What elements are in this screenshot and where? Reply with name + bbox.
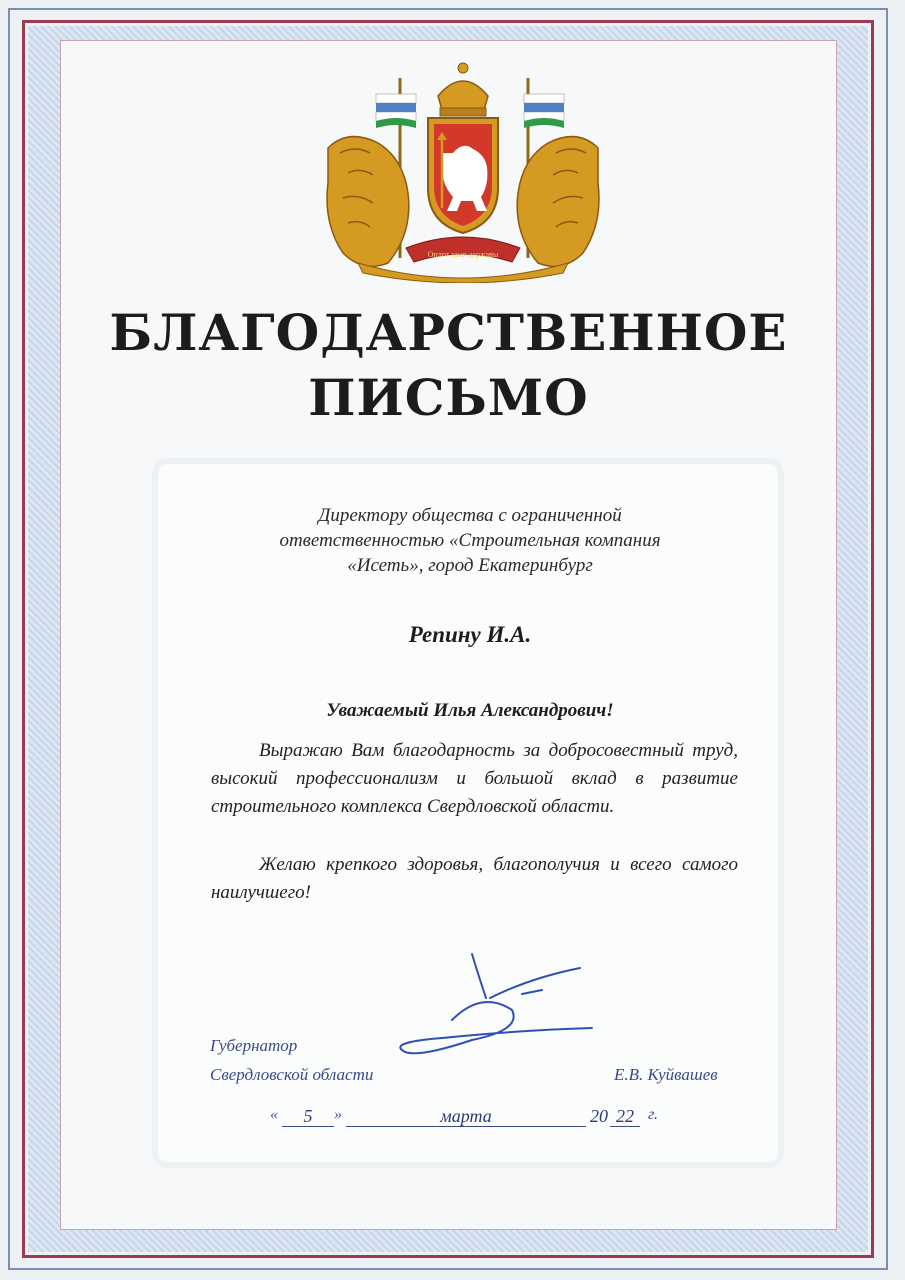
recipient-name: Репину И.А. (408, 622, 532, 647)
date-suffix: г. (648, 1106, 659, 1123)
recipient-block (160, 503, 780, 578)
recipient-line: ответственностью «Строительная компания (279, 530, 661, 551)
signer-position-line1: Губернатор (210, 1036, 298, 1055)
handwritten-signature (392, 950, 620, 1060)
letter-body-paragraph-1 (211, 737, 738, 821)
date-year-prefix: 20 (590, 1106, 608, 1126)
signer-position-line2: Свердловской области (210, 1065, 374, 1084)
paragraph-text: Выражаю Вам благодарность за добросовестный труд, высокий профессионализм и большой вклад в развитие строительного комплекса Свердловской области. (211, 740, 738, 817)
date-day: 5 (303, 1106, 313, 1126)
recipient-line: «Исеть», город Екатеринбург (347, 555, 593, 576)
document-title-line2: ПИСЬМО (308, 368, 589, 427)
letter-body-paragraph-2 (211, 851, 738, 907)
date-day-field (282, 1106, 334, 1127)
date-line (270, 1106, 690, 1132)
recipient-line: Директору общества с ограниченной (318, 505, 622, 526)
emblem-motto: Оплот края державы (427, 250, 499, 259)
greeting: Уважаемый Илья Александрович! (326, 700, 614, 721)
date-close-quote: » (334, 1106, 342, 1123)
date-month: марта (440, 1106, 492, 1126)
date-year-field (610, 1106, 640, 1127)
signer-name: Е.В. Куйвашев (614, 1065, 718, 1084)
date-year-suffix: 22 (616, 1106, 634, 1126)
date-month-field (346, 1106, 586, 1127)
paragraph-text: Желаю крепкого здоровья, благополучия и всего самого наилучшего! (211, 854, 738, 903)
document-title-line1: БЛАГОДАРСТВЕННОЕ (109, 303, 788, 362)
date-open-quote: « (270, 1106, 278, 1123)
coat-of-arms-emblem (318, 58, 608, 283)
